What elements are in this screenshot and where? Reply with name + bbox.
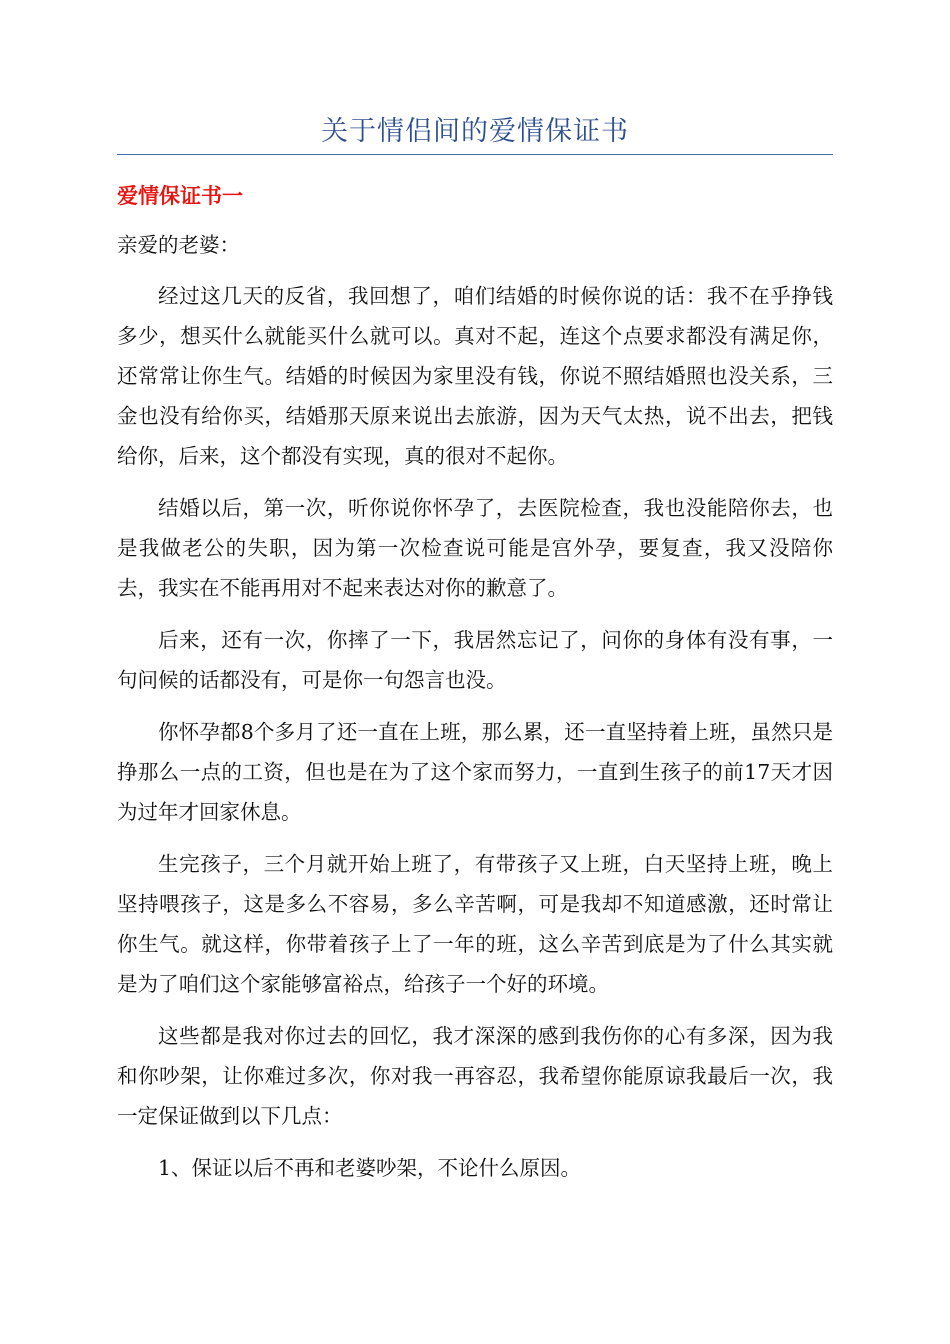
- body-paragraph: 结婚以后，第一次，听你说你怀孕了，去医院检查，我也没能陪你去，也是我做老公的失职，因为第一次检查说可能是宫外孕，要复查，我又没陪你去，我实在不能再用对不起来表达对你的歉意了。: [117, 496, 833, 600]
- document-title: 关于情侣间的爱情保证书: [321, 116, 629, 147]
- salutation: 亲爱的老婆：: [117, 233, 240, 257]
- body-paragraph: 生完孩子，三个月就开始上班了，有带孩子又上班，白天坚持上班，晚上坚持喂孩子，这是多么不容易，多么辛苦啊，可是我却不知道感激，还时常让你生气。就这样，你带着孩子上了一年的班，这么辛苦到底是为了什么其实就是为了咱们这个家能够富裕点，给孩子一个好的环境。: [117, 852, 833, 996]
- title-underline: [117, 154, 833, 155]
- body-paragraph: 这些都是我对你过去的回忆，我才深深的感到我伤你的心有多深，因为我和你吵架，让你难过多次，你对我一再容忍，我希望你能原谅我最后一次，我一定保证做到以下几点：: [117, 1024, 833, 1128]
- body-paragraph: 后来，还有一次，你摔了一下，我居然忘记了，问你的身体有没有事，一句问候的话都没有，可是你一句怨言也没。: [117, 628, 833, 692]
- section-heading: 爱情保证书一: [117, 184, 243, 208]
- document-body: [117, 176, 833, 1188]
- body-paragraph: 你怀孕都8个多月了还一直在上班，那么累，还一直坚持着上班，虽然只是挣那么一点的工资，但也是在为了这个家而努力，一直到生孩子的前17天才因为过年才回家休息。: [117, 720, 833, 824]
- body-paragraph: 经过这几天的反省，我回想了，咱们结婚的时候你说的话：我不在乎挣钱多少，想买什么就能买什么就可以。真对不起，连这个点要求都没有满足你，还常常让你生气。结婚的时候因为家里没有钱，你说不照结婚照也没关系，三金也没有给你买，结婚那天原来说出去旅游，因为天气太热，说不出去，把钱给你，后来，这个都没有实现，真的很对不起你。: [117, 284, 833, 468]
- list-item: 1、保证以后不再和老婆吵架，不论什么原因。: [158, 1156, 582, 1180]
